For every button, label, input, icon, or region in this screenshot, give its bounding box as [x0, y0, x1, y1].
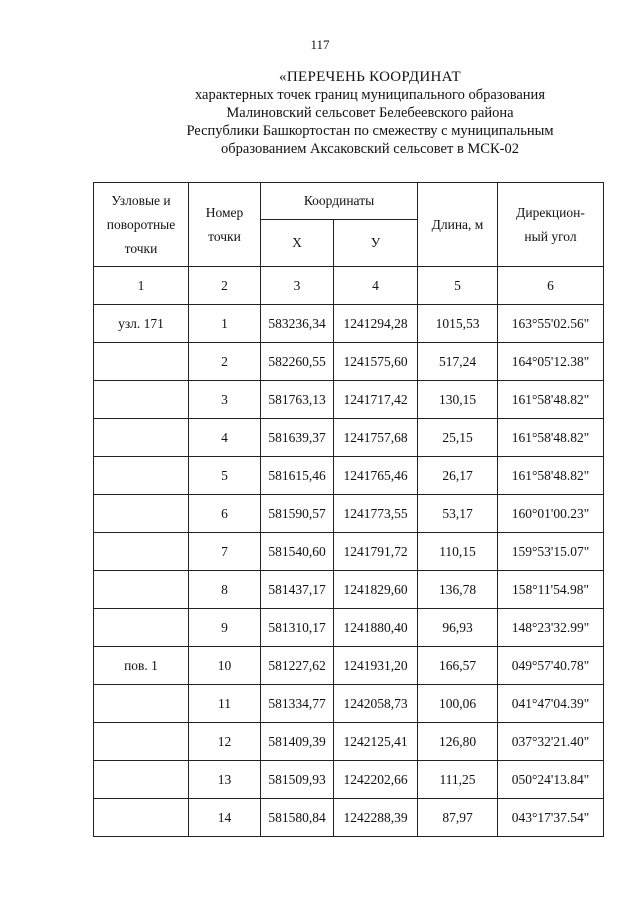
- table-row: [94, 457, 604, 495]
- table-row: [94, 305, 604, 343]
- header-nodes: Узловые и поворотные точки: [94, 183, 189, 267]
- direction-angle-cell: 050°24'13.84": [498, 761, 604, 799]
- header-point-number: Номер точки: [189, 183, 261, 267]
- y-coordinate-cell: 1241931,20: [334, 647, 418, 685]
- column-number: 6: [498, 267, 604, 305]
- x-coordinate-cell: 581334,77: [261, 685, 334, 723]
- x-coordinate-cell: 581509,93: [261, 761, 334, 799]
- y-coordinate-cell: 1241791,72: [334, 533, 418, 571]
- point-node-cell: [94, 685, 189, 723]
- page-number: 117: [310, 37, 330, 52]
- column-number-row: [94, 267, 604, 305]
- heading-line: характерных точек границ муниципального образования: [195, 87, 545, 103]
- y-coordinate-cell: 1241717,42: [334, 381, 418, 419]
- point-node-cell: [94, 419, 189, 457]
- header-y: У: [334, 220, 418, 267]
- y-coordinate-cell: 1241880,40: [334, 609, 418, 647]
- length-cell: 96,93: [418, 609, 498, 647]
- column-number: 3: [261, 267, 334, 305]
- header-x: Х: [261, 220, 334, 267]
- point-number-cell: 11: [189, 685, 261, 723]
- direction-angle-cell: 158°11'54.98": [498, 571, 604, 609]
- point-number-cell: 12: [189, 723, 261, 761]
- table-row: [94, 685, 604, 723]
- x-coordinate-cell: 581437,17: [261, 571, 334, 609]
- coordinates-table: [93, 182, 604, 837]
- y-coordinate-cell: 1241765,46: [334, 457, 418, 495]
- point-number-cell: 1: [189, 305, 261, 343]
- x-coordinate-cell: 581310,17: [261, 609, 334, 647]
- direction-angle-cell: 164°05'12.38": [498, 343, 604, 381]
- direction-angle-cell: 049°57'40.78": [498, 647, 604, 685]
- point-number-cell: 2: [189, 343, 261, 381]
- y-coordinate-cell: 1241575,60: [334, 343, 418, 381]
- x-coordinate-cell: 581227,62: [261, 647, 334, 685]
- point-number-cell: 3: [189, 381, 261, 419]
- point-number-cell: 7: [189, 533, 261, 571]
- direction-angle-cell: 161°58'48.82": [498, 419, 604, 457]
- length-cell: 1015,53: [418, 305, 498, 343]
- table-row: [94, 761, 604, 799]
- point-number-cell: 10: [189, 647, 261, 685]
- y-coordinate-cell: 1242202,66: [334, 761, 418, 799]
- table-row: [94, 723, 604, 761]
- direction-angle-cell: 161°58'48.82": [498, 457, 604, 495]
- table-row: [94, 799, 604, 837]
- length-cell: 87,97: [418, 799, 498, 837]
- x-coordinate-cell: 581763,13: [261, 381, 334, 419]
- x-coordinate-cell: 581409,39: [261, 723, 334, 761]
- table-row: [94, 495, 604, 533]
- direction-angle-cell: 161°58'48.82": [498, 381, 604, 419]
- table-row: [94, 343, 604, 381]
- column-number: 2: [189, 267, 261, 305]
- point-node-cell: [94, 343, 189, 381]
- point-node-cell: [94, 723, 189, 761]
- point-number-cell: 8: [189, 571, 261, 609]
- length-cell: 166,57: [418, 647, 498, 685]
- point-number-cell: 4: [189, 419, 261, 457]
- y-coordinate-cell: 1241773,55: [334, 495, 418, 533]
- length-cell: 126,80: [418, 723, 498, 761]
- point-number-cell: 6: [189, 495, 261, 533]
- direction-angle-cell: 037°32'21.40": [498, 723, 604, 761]
- column-number: 4: [334, 267, 418, 305]
- point-node-cell: [94, 799, 189, 837]
- x-coordinate-cell: 581590,57: [261, 495, 334, 533]
- table-row: [94, 609, 604, 647]
- heading-line: «ПЕРЕЧЕНЬ КООРДИНАТ: [279, 69, 461, 85]
- x-coordinate-cell: 581540,60: [261, 533, 334, 571]
- length-cell: 110,15: [418, 533, 498, 571]
- y-coordinate-cell: 1242125,41: [334, 723, 418, 761]
- point-node-cell: [94, 457, 189, 495]
- point-node-cell: [94, 381, 189, 419]
- x-coordinate-cell: 581639,37: [261, 419, 334, 457]
- column-number: 1: [94, 267, 189, 305]
- length-cell: 130,15: [418, 381, 498, 419]
- point-node-cell: [94, 609, 189, 647]
- length-cell: 100,06: [418, 685, 498, 723]
- y-coordinate-cell: 1241829,60: [334, 571, 418, 609]
- x-coordinate-cell: 583236,34: [261, 305, 334, 343]
- table-row: [94, 381, 604, 419]
- point-node-cell: [94, 533, 189, 571]
- header-length: Длина, м: [418, 183, 498, 267]
- direction-angle-cell: 148°23'32.99": [498, 609, 604, 647]
- point-node-cell: пов. 1: [94, 647, 189, 685]
- direction-angle-cell: 159°53'15.07": [498, 533, 604, 571]
- y-coordinate-cell: 1242058,73: [334, 685, 418, 723]
- y-coordinate-cell: 1241757,68: [334, 419, 418, 457]
- document-heading: [140, 68, 600, 158]
- length-cell: 53,17: [418, 495, 498, 533]
- length-cell: 136,78: [418, 571, 498, 609]
- header-direction-angle: Дирекцион- ный угол: [498, 183, 604, 267]
- table-row: [94, 419, 604, 457]
- point-node-cell: узл. 171: [94, 305, 189, 343]
- table-body: [94, 305, 604, 837]
- point-number-cell: 5: [189, 457, 261, 495]
- table-row: [94, 533, 604, 571]
- point-number-cell: 9: [189, 609, 261, 647]
- point-node-cell: [94, 495, 189, 533]
- x-coordinate-cell: 581615,46: [261, 457, 334, 495]
- header-coordinates: Координаты: [261, 183, 418, 220]
- heading-line: Республики Башкортостан по смежеству с муниципальным: [186, 123, 554, 139]
- x-coordinate-cell: 581580,84: [261, 799, 334, 837]
- direction-angle-cell: 041°47'04.39": [498, 685, 604, 723]
- length-cell: 517,24: [418, 343, 498, 381]
- length-cell: 26,17: [418, 457, 498, 495]
- heading-line: образованием Аксаковский сельсовет в МСК-02: [221, 141, 519, 157]
- table-row: [94, 647, 604, 685]
- point-node-cell: [94, 571, 189, 609]
- direction-angle-cell: 160°01'00.23": [498, 495, 604, 533]
- table-row: [94, 571, 604, 609]
- length-cell: 111,25: [418, 761, 498, 799]
- direction-angle-cell: 043°17'37.54": [498, 799, 604, 837]
- point-node-cell: [94, 761, 189, 799]
- direction-angle-cell: 163°55'02.56": [498, 305, 604, 343]
- point-number-cell: 14: [189, 799, 261, 837]
- y-coordinate-cell: 1241294,28: [334, 305, 418, 343]
- heading-line: Малиновский сельсовет Белебеевского района: [226, 105, 514, 121]
- column-number: 5: [418, 267, 498, 305]
- point-number-cell: 13: [189, 761, 261, 799]
- x-coordinate-cell: 582260,55: [261, 343, 334, 381]
- y-coordinate-cell: 1242288,39: [334, 799, 418, 837]
- length-cell: 25,15: [418, 419, 498, 457]
